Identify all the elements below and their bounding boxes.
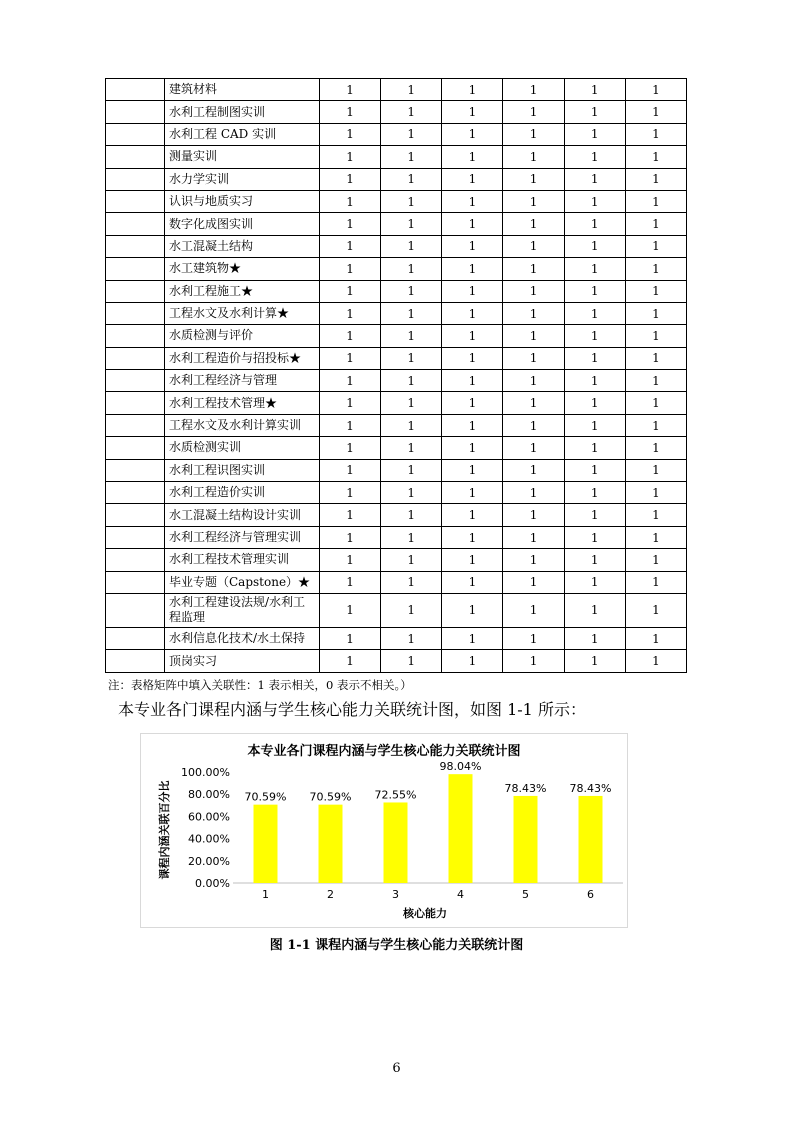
relevance-cell: 1 xyxy=(442,392,503,414)
course-name-cell: 水利工程识图实训 xyxy=(165,459,320,481)
relevance-cell: 1 xyxy=(625,437,686,459)
relevance-cell: 1 xyxy=(381,392,442,414)
blank-cell xyxy=(106,123,165,145)
relevance-cell: 1 xyxy=(320,123,381,145)
bar xyxy=(384,802,408,883)
course-name-cell: 水力学实训 xyxy=(165,168,320,190)
relevance-cell: 1 xyxy=(381,627,442,649)
relevance-cell: 1 xyxy=(442,459,503,481)
relevance-cell: 1 xyxy=(564,280,625,302)
x-axis-label: 核心能力 xyxy=(403,907,447,920)
relevance-cell: 1 xyxy=(442,571,503,593)
relevance-cell: 1 xyxy=(564,101,625,123)
relevance-cell: 1 xyxy=(442,258,503,280)
blank-cell xyxy=(106,235,165,257)
relevance-cell: 1 xyxy=(320,650,381,672)
relevance-cell: 1 xyxy=(320,549,381,571)
relevance-cell: 1 xyxy=(564,526,625,548)
blank-cell xyxy=(106,504,165,526)
course-name-cell: 水利工程造价实训 xyxy=(165,482,320,504)
relevance-cell: 1 xyxy=(625,190,686,212)
table-row xyxy=(106,123,687,145)
table-row xyxy=(106,258,687,280)
x-tick-label: 2 xyxy=(327,888,334,901)
table-row xyxy=(106,459,687,481)
relevance-cell: 1 xyxy=(442,504,503,526)
bar-chart xyxy=(141,734,627,927)
y-tick-label: 20.00% xyxy=(188,854,230,868)
blank-cell xyxy=(106,168,165,190)
relevance-cell: 1 xyxy=(320,258,381,280)
relevance-cell: 1 xyxy=(442,650,503,672)
relevance-cell: 1 xyxy=(564,325,625,347)
course-name-cell: 水工混凝土结构 xyxy=(165,235,320,257)
table-row xyxy=(106,146,687,168)
relevance-cell: 1 xyxy=(503,650,564,672)
chart-title: 本专业各门课程内涵与学生核心能力关联统计图 xyxy=(247,744,521,759)
relevance-cell: 1 xyxy=(320,459,381,481)
relevance-cell: 1 xyxy=(625,459,686,481)
blank-cell xyxy=(106,571,165,593)
relevance-cell: 1 xyxy=(625,79,686,101)
relevance-cell: 1 xyxy=(625,627,686,649)
course-name-cell: 水利工程建设法规/水利工程监理 xyxy=(165,593,320,627)
relevance-cell: 1 xyxy=(320,302,381,324)
course-competency-matrix xyxy=(105,78,687,673)
data-label: 72.55% xyxy=(374,788,417,802)
relevance-cell: 1 xyxy=(625,504,686,526)
relevance-cell: 1 xyxy=(503,414,564,436)
relevance-cell: 1 xyxy=(320,437,381,459)
relevance-cell: 1 xyxy=(625,593,686,627)
relevance-cell: 1 xyxy=(625,370,686,392)
table-row xyxy=(106,549,687,571)
relevance-cell: 1 xyxy=(381,101,442,123)
table-row xyxy=(106,437,687,459)
relevance-cell: 1 xyxy=(564,571,625,593)
relevance-cell: 1 xyxy=(381,482,442,504)
relevance-cell: 1 xyxy=(564,146,625,168)
blank-cell xyxy=(106,280,165,302)
relevance-cell: 1 xyxy=(381,190,442,212)
course-name-cell: 顶岗实习 xyxy=(165,650,320,672)
relevance-cell: 1 xyxy=(320,213,381,235)
blank-cell xyxy=(106,190,165,212)
blank-cell xyxy=(106,302,165,324)
relevance-cell: 1 xyxy=(564,593,625,627)
relevance-cell: 1 xyxy=(320,414,381,436)
table-row xyxy=(106,302,687,324)
relevance-cell: 1 xyxy=(381,146,442,168)
relevance-cell: 1 xyxy=(503,146,564,168)
table-row xyxy=(106,235,687,257)
bar xyxy=(514,796,538,883)
relevance-cell: 1 xyxy=(503,235,564,257)
relevance-cell: 1 xyxy=(625,347,686,369)
relevance-cell: 1 xyxy=(320,146,381,168)
relevance-cell: 1 xyxy=(503,504,564,526)
relevance-cell: 1 xyxy=(564,549,625,571)
table-note: 注：表格矩阵中填入关联性：1 表示相关，0 表示不相关。） xyxy=(108,678,412,692)
course-name-cell: 水利信息化技术/水土保持 xyxy=(165,627,320,649)
relevance-cell: 1 xyxy=(503,213,564,235)
relevance-cell: 1 xyxy=(503,526,564,548)
relevance-cell: 1 xyxy=(503,123,564,145)
relevance-cell: 1 xyxy=(503,593,564,627)
relevance-cell: 1 xyxy=(442,235,503,257)
relevance-cell: 1 xyxy=(442,414,503,436)
relevance-cell: 1 xyxy=(564,459,625,481)
relevance-cell: 1 xyxy=(381,414,442,436)
blank-cell xyxy=(106,213,165,235)
matrix-body xyxy=(106,79,687,673)
relevance-cell: 1 xyxy=(320,280,381,302)
relevance-cell: 1 xyxy=(625,213,686,235)
relevance-cell: 1 xyxy=(381,459,442,481)
relevance-cell: 1 xyxy=(564,190,625,212)
figure-caption: 图 1-1 课程内涵与学生核心能力关联统计图 xyxy=(269,938,524,953)
table-row xyxy=(106,504,687,526)
table-row xyxy=(106,168,687,190)
relevance-cell: 1 xyxy=(503,627,564,649)
blank-cell xyxy=(106,258,165,280)
table-row xyxy=(106,213,687,235)
blank-cell xyxy=(106,79,165,101)
relevance-cell: 1 xyxy=(381,280,442,302)
table-row xyxy=(106,627,687,649)
bar xyxy=(449,774,473,883)
course-name-cell: 水利工程 CAD 实训 xyxy=(165,123,320,145)
relevance-cell: 1 xyxy=(381,302,442,324)
relevance-cell: 1 xyxy=(320,526,381,548)
course-name-cell: 测量实训 xyxy=(165,146,320,168)
relevance-cell: 1 xyxy=(381,549,442,571)
relevance-cell: 1 xyxy=(503,190,564,212)
relevance-cell: 1 xyxy=(320,347,381,369)
blank-cell xyxy=(106,347,165,369)
x-tick-label: 6 xyxy=(587,888,594,901)
relevance-cell: 1 xyxy=(503,347,564,369)
relevance-cell: 1 xyxy=(381,370,442,392)
table-row xyxy=(106,347,687,369)
table-row xyxy=(106,280,687,302)
bar xyxy=(319,805,343,883)
relevance-cell: 1 xyxy=(320,504,381,526)
y-tick-label: 0.00% xyxy=(195,877,230,890)
course-name-cell: 水质检测实训 xyxy=(165,437,320,459)
relevance-cell: 1 xyxy=(564,437,625,459)
data-label: 78.43% xyxy=(569,781,612,795)
course-name-cell: 水利工程造价与招投标★ xyxy=(165,347,320,369)
intro-paragraph: 本专业各门课程内涵与学生核心能力关联统计图，如图 1-1 所示： xyxy=(118,700,586,719)
table-row xyxy=(106,370,687,392)
relevance-cell: 1 xyxy=(564,650,625,672)
relevance-cell: 1 xyxy=(381,325,442,347)
relevance-cell: 1 xyxy=(320,79,381,101)
relevance-cell: 1 xyxy=(381,213,442,235)
relevance-cell: 1 xyxy=(503,549,564,571)
blank-cell xyxy=(106,650,165,672)
relevance-cell: 1 xyxy=(381,650,442,672)
chart-marks xyxy=(181,760,623,901)
relevance-cell: 1 xyxy=(442,123,503,145)
relevance-cell: 1 xyxy=(320,593,381,627)
relevance-cell: 1 xyxy=(503,101,564,123)
relevance-cell: 1 xyxy=(442,370,503,392)
relevance-cell: 1 xyxy=(503,325,564,347)
relevance-cell: 1 xyxy=(320,190,381,212)
blank-cell xyxy=(106,627,165,649)
relevance-cell: 1 xyxy=(442,280,503,302)
relevance-cell: 1 xyxy=(442,213,503,235)
relevance-cell: 1 xyxy=(625,302,686,324)
table-row xyxy=(106,392,687,414)
relevance-cell: 1 xyxy=(564,302,625,324)
bar xyxy=(579,796,603,883)
relevance-cell: 1 xyxy=(564,123,625,145)
relevance-cell: 1 xyxy=(503,392,564,414)
relevance-cell: 1 xyxy=(564,370,625,392)
blank-cell xyxy=(106,526,165,548)
x-tick-label: 3 xyxy=(392,888,399,901)
relevance-cell: 1 xyxy=(320,235,381,257)
relevance-cell: 1 xyxy=(381,235,442,257)
relevance-cell: 1 xyxy=(320,168,381,190)
relevance-cell: 1 xyxy=(564,168,625,190)
data-label: 70.59% xyxy=(309,790,352,804)
blank-cell xyxy=(106,101,165,123)
relevance-cell: 1 xyxy=(442,302,503,324)
blank-cell xyxy=(106,146,165,168)
blank-cell xyxy=(106,437,165,459)
course-name-cell: 工程水文及水利计算实训 xyxy=(165,414,320,436)
relevance-cell: 1 xyxy=(320,325,381,347)
bar xyxy=(254,805,278,883)
relevance-cell: 1 xyxy=(503,437,564,459)
blank-cell xyxy=(106,593,165,627)
relevance-cell: 1 xyxy=(564,213,625,235)
relevance-cell: 1 xyxy=(625,482,686,504)
relevance-cell: 1 xyxy=(503,258,564,280)
relevance-cell: 1 xyxy=(381,571,442,593)
relevance-cell: 1 xyxy=(442,627,503,649)
relevance-cell: 1 xyxy=(381,258,442,280)
data-label: 78.43% xyxy=(504,781,547,795)
relevance-cell: 1 xyxy=(564,504,625,526)
relevance-cell: 1 xyxy=(442,347,503,369)
table-row xyxy=(106,414,687,436)
chart-container xyxy=(140,733,628,928)
relevance-cell: 1 xyxy=(503,168,564,190)
relevance-cell: 1 xyxy=(564,79,625,101)
relevance-cell: 1 xyxy=(320,482,381,504)
table-row xyxy=(106,325,687,347)
page-number: 6 xyxy=(392,1061,401,1076)
relevance-cell: 1 xyxy=(381,168,442,190)
relevance-cell: 1 xyxy=(381,526,442,548)
relevance-cell: 1 xyxy=(625,392,686,414)
relevance-cell: 1 xyxy=(442,190,503,212)
course-name-cell: 水利工程技术管理★ xyxy=(165,392,320,414)
blank-cell xyxy=(106,325,165,347)
x-tick-label: 4 xyxy=(457,888,464,901)
blank-cell xyxy=(106,414,165,436)
relevance-cell: 1 xyxy=(503,459,564,481)
relevance-cell: 1 xyxy=(381,123,442,145)
relevance-cell: 1 xyxy=(625,258,686,280)
relevance-cell: 1 xyxy=(625,526,686,548)
course-name-cell: 水质检测与评价 xyxy=(165,325,320,347)
relevance-cell: 1 xyxy=(625,325,686,347)
relevance-cell: 1 xyxy=(503,79,564,101)
course-name-cell: 水利工程制图实训 xyxy=(165,101,320,123)
course-name-cell: 水利工程经济与管理实训 xyxy=(165,526,320,548)
relevance-cell: 1 xyxy=(442,101,503,123)
y-tick-label: 100.00% xyxy=(181,766,230,779)
relevance-cell: 1 xyxy=(564,392,625,414)
relevance-cell: 1 xyxy=(442,437,503,459)
table-row xyxy=(106,650,687,672)
relevance-cell: 1 xyxy=(442,549,503,571)
relevance-cell: 1 xyxy=(442,79,503,101)
relevance-cell: 1 xyxy=(381,593,442,627)
relevance-cell: 1 xyxy=(564,258,625,280)
relevance-cell: 1 xyxy=(381,79,442,101)
relevance-cell: 1 xyxy=(625,650,686,672)
course-name-cell: 水工建筑物★ xyxy=(165,258,320,280)
course-name-cell: 认识与地质实习 xyxy=(165,190,320,212)
relevance-cell: 1 xyxy=(320,101,381,123)
course-name-cell: 水利工程经济与管理 xyxy=(165,370,320,392)
relevance-cell: 1 xyxy=(503,370,564,392)
relevance-cell: 1 xyxy=(564,414,625,436)
table-row xyxy=(106,526,687,548)
relevance-cell: 1 xyxy=(625,280,686,302)
relevance-cell: 1 xyxy=(503,280,564,302)
relevance-cell: 1 xyxy=(625,168,686,190)
course-name-cell: 工程水文及水利计算★ xyxy=(165,302,320,324)
relevance-cell: 1 xyxy=(625,235,686,257)
x-tick-label: 1 xyxy=(262,888,269,901)
table-row xyxy=(106,79,687,101)
table-row xyxy=(106,190,687,212)
relevance-cell: 1 xyxy=(320,370,381,392)
table-row xyxy=(106,571,687,593)
course-name-cell: 数字化成图实训 xyxy=(165,213,320,235)
blank-cell xyxy=(106,459,165,481)
relevance-cell: 1 xyxy=(442,526,503,548)
blank-cell xyxy=(106,549,165,571)
relevance-cell: 1 xyxy=(503,302,564,324)
course-name-cell: 水利工程施工★ xyxy=(165,280,320,302)
y-axis-label: 课程内涵关联百分比 xyxy=(158,780,171,880)
x-tick-label: 5 xyxy=(522,888,529,901)
relevance-cell: 1 xyxy=(381,347,442,369)
relevance-cell: 1 xyxy=(564,627,625,649)
relevance-cell: 1 xyxy=(564,235,625,257)
y-tick-label: 40.00% xyxy=(188,832,230,846)
relevance-cell: 1 xyxy=(564,482,625,504)
course-name-cell: 水利工程技术管理实训 xyxy=(165,549,320,571)
relevance-cell: 1 xyxy=(625,571,686,593)
relevance-cell: 1 xyxy=(564,347,625,369)
relevance-cell: 1 xyxy=(503,571,564,593)
course-name-cell: 建筑材料 xyxy=(165,79,320,101)
course-name-cell: 水工混凝土结构设计实训 xyxy=(165,504,320,526)
table-row xyxy=(106,482,687,504)
relevance-cell: 1 xyxy=(625,549,686,571)
relevance-cell: 1 xyxy=(442,168,503,190)
relevance-cell: 1 xyxy=(320,392,381,414)
data-label: 98.04% xyxy=(439,760,482,774)
relevance-cell: 1 xyxy=(503,482,564,504)
course-name-cell: 毕业专题（Capstone）★ xyxy=(165,571,320,593)
blank-cell xyxy=(106,482,165,504)
relevance-cell: 1 xyxy=(320,571,381,593)
relevance-cell: 1 xyxy=(625,414,686,436)
y-tick-label: 60.00% xyxy=(188,810,230,824)
data-label: 70.59% xyxy=(244,790,287,804)
relevance-cell: 1 xyxy=(625,123,686,145)
table-row xyxy=(106,101,687,123)
relevance-cell: 1 xyxy=(381,504,442,526)
relevance-cell: 1 xyxy=(442,325,503,347)
relevance-cell: 1 xyxy=(442,593,503,627)
relevance-cell: 1 xyxy=(381,437,442,459)
relevance-cell: 1 xyxy=(320,627,381,649)
blank-cell xyxy=(106,392,165,414)
relevance-cell: 1 xyxy=(625,101,686,123)
y-tick-label: 80.00% xyxy=(188,788,230,802)
blank-cell xyxy=(106,370,165,392)
relevance-cell: 1 xyxy=(442,146,503,168)
table-row xyxy=(106,593,687,627)
relevance-cell: 1 xyxy=(625,146,686,168)
relevance-cell: 1 xyxy=(442,482,503,504)
